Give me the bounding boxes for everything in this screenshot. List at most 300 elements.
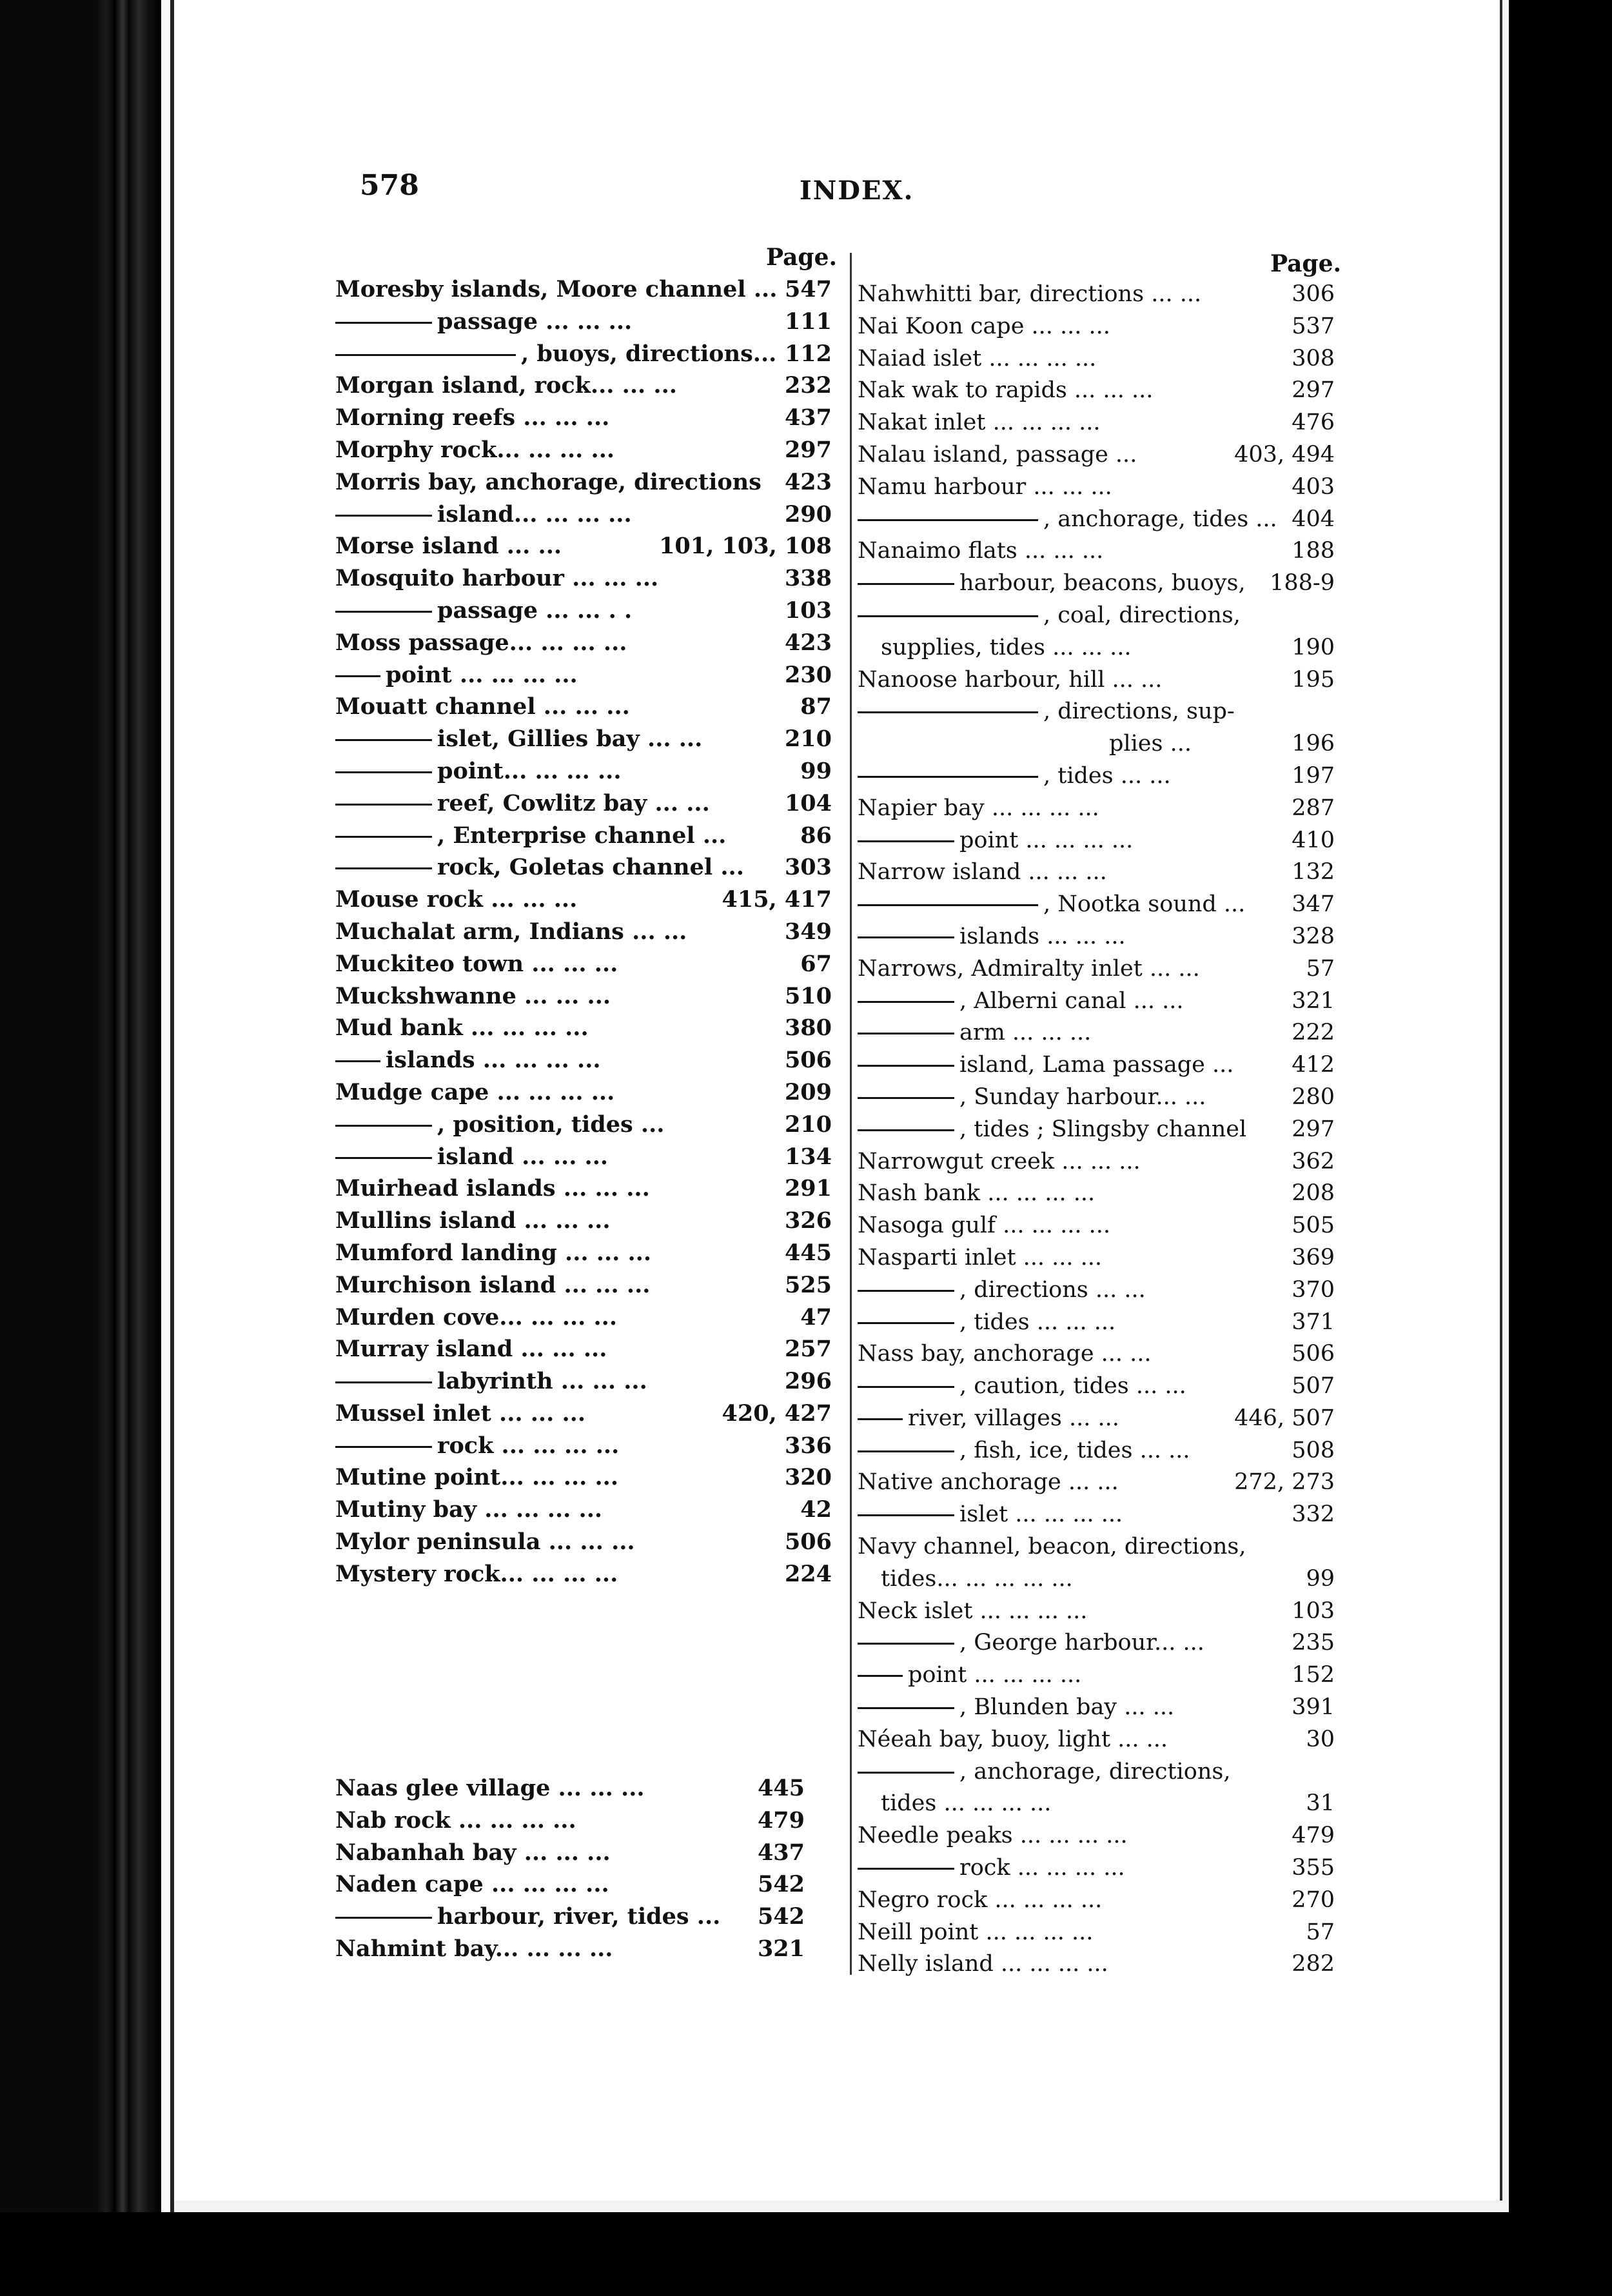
index-entry-name <box>335 1333 607 1365</box>
index-entry-page: 542 <box>757 1871 805 1898</box>
index-entry-text: labyrinth ... ... ... <box>437 1368 647 1395</box>
bottom-page-edge <box>174 2201 1509 2212</box>
index-entry-text: harbour, beacons, buoys, <box>959 570 1246 597</box>
index-entry-name <box>858 1692 1174 1724</box>
ditto-dash <box>858 1386 954 1388</box>
index-entry-name <box>335 659 578 691</box>
ditto-dash <box>858 711 1038 713</box>
index-entry <box>335 691 832 723</box>
index-entry-name <box>858 1627 1204 1659</box>
index-entry-name <box>858 1435 1190 1467</box>
index-entry-page: 506 <box>784 1047 832 1074</box>
index-entry-name <box>858 1114 1246 1146</box>
index-entry-page: 423 <box>784 468 832 495</box>
ditto-dash <box>335 836 432 838</box>
index-entry-page: 87 <box>800 693 832 720</box>
index-entry-page: 369 <box>1292 1244 1335 1271</box>
index-entry <box>335 787 832 820</box>
index-entry-name <box>335 691 630 723</box>
index-entry-name <box>858 1371 1186 1403</box>
index-entry <box>335 338 832 370</box>
index-entry-page: 86 <box>800 822 832 849</box>
index-entry-text: Morphy rock... ... ... ... <box>335 436 615 463</box>
index-entry-text: Morse island ... ... <box>335 533 562 560</box>
index-entry <box>858 1885 1335 1917</box>
index-entry <box>858 311 1335 343</box>
index-entry-name <box>858 439 1137 471</box>
index-entry-text: rock ... ... ... ... <box>437 1432 620 1459</box>
index-entry-text: Mutine point... ... ... ... <box>335 1464 619 1491</box>
index-entry-name <box>335 1837 611 1869</box>
index-entry-text: , Nootka sound ... <box>1043 891 1246 918</box>
index-entry-text: reef, Cowlitz bay ... ... <box>437 789 710 816</box>
index-entry-page: 328 <box>1292 923 1335 949</box>
index-entry-text: point ... ... ... ... <box>959 827 1134 853</box>
ditto-dash <box>858 1129 954 1131</box>
ditto-dash <box>858 1065 954 1067</box>
ditto-dash <box>335 867 432 869</box>
index-entry-name <box>858 1531 1246 1563</box>
index-entry-text: island... ... ... ... <box>437 500 632 528</box>
index-entry <box>858 664 1335 697</box>
index-entry-page: 30 <box>1306 1726 1335 1752</box>
index-entry-name <box>858 856 1107 889</box>
index-entry-page: 132 <box>1292 859 1335 886</box>
index-entry <box>335 659 832 691</box>
index-entry-page: 31 <box>1306 1790 1335 1817</box>
index-entry-text: islands ... ... ... <box>959 923 1126 949</box>
ditto-dash <box>335 771 432 773</box>
index-entry-text: , anchorage, directions, <box>959 1758 1231 1785</box>
index-entry <box>858 793 1335 825</box>
index-entry <box>335 1301 832 1334</box>
index-entry-text: , tides ; Slingsby channel <box>959 1116 1247 1142</box>
index-entry-name <box>858 343 1096 375</box>
index-entry-text: islet ... ... ... ... <box>959 1501 1123 1528</box>
index-entry-page: 190 <box>1292 634 1335 660</box>
index-entry-text: Mylor peninsula ... ... ... <box>335 1529 635 1556</box>
index-entry-text: , tides ... ... <box>1043 762 1171 789</box>
index-entry-name <box>335 1805 576 1837</box>
right-index-column <box>858 279 1335 1981</box>
index-entry <box>335 755 832 787</box>
ditto-dash <box>858 936 954 938</box>
index-entry-name <box>335 755 622 787</box>
index-entry-name <box>858 1467 1119 1499</box>
ditto-dash <box>858 519 1038 521</box>
index-entry <box>858 279 1335 311</box>
index-entry-text: Namu harbour ... ... ... <box>858 473 1112 500</box>
index-entry-name <box>335 1461 618 1494</box>
index-entry-page: 370 <box>1292 1276 1335 1303</box>
index-entry-name <box>858 535 1103 568</box>
index-entry-page: 290 <box>784 500 832 528</box>
index-entry-page: 297 <box>784 436 832 463</box>
ditto-dash <box>335 1157 432 1159</box>
index-entry-text: , anchorage, tides ... <box>1043 506 1277 532</box>
right-scan-border <box>1509 0 1612 2296</box>
index-entry-name <box>335 1526 635 1558</box>
index-entry-page: 230 <box>784 661 832 688</box>
index-entry-name <box>335 1430 619 1462</box>
index-entry-text: Moss passage... ... ... ... <box>335 629 627 656</box>
index-entry-text: , fish, ice, tides ... ... <box>959 1437 1190 1463</box>
index-entry <box>858 343 1335 375</box>
index-entry <box>335 1044 832 1076</box>
index-entry-name <box>858 985 1184 1018</box>
index-entry-page: 103 <box>1292 1598 1335 1624</box>
ditto-dash <box>335 1917 432 1919</box>
index-entry-text: Mouse rock ... ... ... <box>335 886 578 913</box>
index-entry <box>858 1788 1335 1820</box>
index-entry <box>858 953 1335 985</box>
index-entry-name <box>858 1499 1123 1531</box>
index-entry-name <box>335 466 762 499</box>
index-entry-name <box>335 1772 645 1805</box>
index-entry-page: 505 <box>1292 1212 1335 1239</box>
bottom-scan-border <box>0 2212 1612 2296</box>
index-entry-name <box>858 696 1235 728</box>
index-entry <box>858 1596 1335 1628</box>
index-entry <box>335 723 832 755</box>
index-entry-page: 210 <box>784 1111 832 1138</box>
index-entry-name <box>335 562 658 595</box>
ditto-dash <box>858 1033 954 1034</box>
index-entry <box>858 728 1335 760</box>
ditto-dash <box>858 1097 954 1099</box>
index-entry-text: Mumford landing ... ... ... <box>335 1239 652 1266</box>
ditto-dash <box>335 1446 432 1448</box>
index-entry-name <box>858 279 1201 311</box>
index-entry-text: Narrowgut creek ... ... ... <box>858 1148 1141 1174</box>
index-entry-text: Morgan island, rock... ... ... <box>335 372 677 399</box>
index-entry <box>335 1141 832 1173</box>
index-entry-page: 349 <box>784 918 832 945</box>
index-entry <box>858 1049 1335 1082</box>
index-entry-name <box>858 1307 1116 1339</box>
index-entry-name <box>335 948 618 980</box>
index-entry-page: 197 <box>1292 762 1335 789</box>
index-entry-text: Neck islet ... ... ... ... <box>858 1598 1088 1624</box>
index-entry-page: 188 <box>1292 538 1335 564</box>
index-entry <box>335 1558 832 1590</box>
index-entry <box>335 1269 832 1301</box>
index-entry <box>335 851 832 884</box>
ditto-dash <box>858 1772 954 1774</box>
index-entry-name <box>858 311 1110 343</box>
index-entry <box>858 1563 1335 1596</box>
index-entry-text: rock ... ... ... ... <box>959 1855 1125 1881</box>
ditto-dash <box>335 515 432 517</box>
index-entry <box>858 1627 1335 1659</box>
index-entry-text: Needle peaks ... ... ... ... <box>858 1823 1128 1849</box>
index-entry-text: Nahwhitti bar, directions ... ... <box>858 281 1202 307</box>
index-entry-name <box>335 1109 664 1141</box>
index-entry-text: Nai Koon cape ... ... ... <box>858 313 1110 339</box>
ditto-dash <box>335 611 432 613</box>
ditto-dash <box>858 1450 954 1452</box>
ditto-dash <box>335 1060 380 1062</box>
index-entry <box>858 568 1335 600</box>
index-entry <box>858 1531 1335 1563</box>
index-entry <box>335 1430 832 1462</box>
index-entry <box>335 434 832 466</box>
index-entry <box>335 1868 805 1901</box>
index-entry <box>858 1948 1335 1981</box>
index-entry-page: 270 <box>1292 1886 1335 1913</box>
index-entry-text: Naas glee village ... ... ... <box>335 1775 645 1801</box>
book-spine-shadow <box>0 0 161 2296</box>
index-entry <box>335 1205 832 1237</box>
index-entry-text: Nabanhah bay ... ... ... <box>335 1839 611 1866</box>
index-entry <box>335 1012 832 1044</box>
index-entry-page: 104 <box>784 789 832 816</box>
index-entry <box>858 1917 1335 1949</box>
index-entry-name <box>335 1044 601 1076</box>
index-entry-page: 476 <box>1292 410 1335 436</box>
index-entry <box>335 1805 805 1837</box>
index-entry-text: Nasoga gulf ... ... ... ... <box>858 1212 1111 1239</box>
ditto-dash <box>858 840 954 842</box>
index-entry-page: 47 <box>800 1303 832 1331</box>
index-entry-name <box>858 1017 1091 1049</box>
index-entry-page: 320 <box>784 1464 832 1491</box>
index-entry-page: 542 <box>757 1903 805 1930</box>
column-divider <box>850 253 852 1975</box>
index-entry-text: , George harbour... ... <box>959 1630 1204 1656</box>
index-entry-name <box>858 1885 1102 1917</box>
index-entry-text: passage ... ... . . <box>437 597 633 624</box>
index-entry-page: 282 <box>1292 1951 1335 1977</box>
index-entry-page: 506 <box>1292 1341 1335 1367</box>
index-entry-name <box>858 728 1192 760</box>
index-entry-page: 272, 273 <box>1234 1469 1335 1496</box>
index-entry-page: 210 <box>784 726 832 753</box>
index-entry-text: , Blunden bay ... ... <box>959 1694 1175 1721</box>
index-entry-text: Mud bank ... ... ... ... <box>335 1014 589 1042</box>
index-entry-page: 326 <box>784 1207 832 1234</box>
index-entry-page: 103 <box>784 597 832 624</box>
index-entry-name <box>335 1269 650 1301</box>
index-entry <box>335 1173 832 1205</box>
index-entry-page: 99 <box>800 757 832 784</box>
index-entry-page: 537 <box>1292 313 1335 339</box>
index-entry-name <box>858 793 1099 825</box>
index-entry <box>858 856 1335 889</box>
index-entry-name <box>858 1403 1119 1435</box>
ditto-dash <box>858 1707 954 1709</box>
index-entry-page: 42 <box>800 1496 832 1523</box>
ditto-dash <box>335 739 432 741</box>
index-entry <box>335 1461 832 1494</box>
ditto-dash <box>858 776 1038 778</box>
index-entry-name <box>335 820 726 852</box>
index-entry <box>858 1274 1335 1307</box>
index-entry-page: 525 <box>784 1271 832 1298</box>
index-entry-page: 391 <box>1292 1694 1335 1721</box>
index-entry <box>335 530 832 562</box>
index-entry-name <box>335 1868 609 1901</box>
index-entry <box>858 1467 1335 1499</box>
index-entry <box>335 884 832 916</box>
index-entry-text: Murray island ... ... ... <box>335 1336 607 1363</box>
index-entry-text: Nanaimo flats ... ... ... <box>858 538 1104 564</box>
index-entry-name <box>335 787 710 820</box>
index-entry <box>858 1371 1335 1403</box>
index-entry <box>858 696 1335 728</box>
index-entry-name <box>858 1210 1110 1242</box>
index-entry-name <box>858 664 1162 697</box>
index-entry-text: Naden cape ... ... ... ... <box>335 1871 609 1898</box>
index-entry-name <box>335 530 562 562</box>
index-entry <box>335 273 832 306</box>
index-entry-page: 224 <box>784 1560 832 1587</box>
index-entry-page: 152 <box>1292 1662 1335 1688</box>
index-entry <box>335 1365 832 1398</box>
index-entry <box>858 921 1335 953</box>
index-entry-page: 287 <box>1292 795 1335 821</box>
index-entry <box>335 1772 805 1805</box>
index-entry-text: supplies, tides ... ... ... <box>881 634 1132 660</box>
index-entry-name <box>858 1756 1230 1788</box>
index-entry-text: Néeah bay, buoy, light ... ... <box>858 1726 1168 1752</box>
index-entry-name <box>335 980 611 1013</box>
index-entry-text: Nalau island, passage ... <box>858 441 1137 468</box>
index-entry-page: 297 <box>1292 377 1335 404</box>
index-entry-text: Nanoose harbour, hill ... ... <box>858 666 1163 693</box>
index-entry-name <box>335 338 776 370</box>
index-entry-text: passage ... ... ... <box>437 308 633 335</box>
ditto-dash <box>335 322 432 324</box>
index-entry-page: 404 <box>1292 506 1335 532</box>
index-entry-name <box>335 1494 602 1526</box>
index-entry-text: Mudge cape ... ... ... ... <box>335 1078 615 1105</box>
index-entry-page: 67 <box>800 950 832 977</box>
index-entry-name <box>858 1852 1125 1885</box>
index-entry-page: 134 <box>784 1143 832 1170</box>
index-entry-name <box>858 504 1277 536</box>
index-entry-page: 308 <box>1292 345 1335 371</box>
index-entry-text: Morris bay, anchorage, directions <box>335 468 762 495</box>
index-entry-name <box>858 471 1112 504</box>
index-entry <box>858 1852 1335 1885</box>
index-entry-name <box>335 1205 611 1237</box>
index-entry-text: , Sunday harbour... ... <box>959 1084 1206 1110</box>
ditto-dash <box>335 1381 432 1383</box>
index-entry <box>335 595 832 627</box>
index-entry-page: 306 <box>1292 281 1335 307</box>
index-entry <box>335 1333 832 1365</box>
ditto-dash <box>858 1514 954 1516</box>
index-entry <box>858 760 1335 793</box>
ditto-dash <box>858 583 954 585</box>
index-entry <box>335 1901 805 1933</box>
index-entry-name <box>858 1146 1141 1178</box>
ditto-dash <box>335 675 380 677</box>
index-entry <box>858 535 1335 568</box>
index-entry-page: 232 <box>784 372 832 399</box>
index-entry-text: , buoys, directions... <box>521 340 777 367</box>
ditto-dash <box>858 1675 903 1677</box>
index-entry-name <box>335 306 632 338</box>
index-entry-text: tides ... ... ... ... <box>881 1790 1052 1817</box>
index-entry-text: river, villages ... ... <box>908 1405 1119 1431</box>
index-entry <box>858 1820 1335 1852</box>
index-entry-name <box>858 1242 1102 1274</box>
index-entry-name <box>858 1274 1146 1307</box>
index-entry <box>858 1242 1335 1274</box>
index-entry-name <box>335 1141 608 1173</box>
index-entry <box>335 948 832 980</box>
index-entry-text: arm ... ... ... <box>959 1020 1092 1046</box>
index-entry <box>858 375 1335 407</box>
index-entry-page: 336 <box>784 1432 832 1459</box>
index-entry-name <box>858 825 1133 857</box>
index-entry-name <box>335 402 609 434</box>
index-entry-text: Nash bank ... ... ... ... <box>858 1180 1096 1207</box>
index-entry-text: Moresby islands, Moore channel ... <box>335 276 778 302</box>
index-entry-page: 296 <box>784 1368 832 1395</box>
index-entry-text: Nahmint bay... ... ... ... <box>335 1935 613 1962</box>
index-entry-page: 446, 507 <box>1234 1405 1335 1431</box>
index-entry-name <box>858 375 1153 407</box>
index-entry-text: Mullins island ... ... ... <box>335 1207 611 1234</box>
index-entry-text: Murchison island ... ... ... <box>335 1271 651 1298</box>
index-entry-text: tides... ... ... ... ... <box>881 1565 1073 1592</box>
index-entry <box>335 466 832 499</box>
index-entry <box>858 1435 1335 1467</box>
ditto-dash <box>858 1868 954 1870</box>
index-entry-page: 415, 417 <box>722 886 832 913</box>
index-entry-text: Mussel inlet ... ... ... <box>335 1400 586 1427</box>
index-entry <box>335 1109 832 1141</box>
index-entry-name <box>335 1012 589 1044</box>
index-entry <box>858 600 1335 632</box>
index-entry-page: 420, 427 <box>722 1400 832 1427</box>
index-entry-text: , Enterprise channel ... <box>437 822 727 849</box>
index-entry <box>858 407 1335 439</box>
index-entry <box>858 1756 1335 1788</box>
index-entry-name <box>335 1398 585 1430</box>
index-entry-text: island, Lama passage ... <box>959 1052 1234 1078</box>
index-entry-text: harbour, river, tides ... <box>437 1903 721 1930</box>
index-entry <box>858 1146 1335 1178</box>
index-entry-text: Murden cove... ... ... ... <box>335 1303 618 1331</box>
index-entry-name <box>858 760 1171 793</box>
index-entry-name <box>335 370 677 402</box>
index-entry-name <box>858 1820 1128 1852</box>
index-entry-text: Negro rock ... ... ... ... <box>858 1886 1103 1913</box>
index-entry <box>858 1082 1335 1114</box>
index-entry-text: Napier bay ... ... ... ... <box>858 795 1099 821</box>
index-entry-name <box>335 723 702 755</box>
index-entry-text: Mutiny bay ... ... ... ... <box>335 1496 603 1523</box>
index-entry-text: point ... ... ... ... <box>908 1662 1082 1688</box>
index-entry-page: 423 <box>784 629 832 656</box>
index-entry-text: island ... ... ... <box>437 1143 609 1170</box>
index-entry <box>858 1403 1335 1435</box>
index-entry <box>335 1494 832 1526</box>
index-entry-page: 437 <box>757 1839 805 1866</box>
index-entry-name <box>858 1659 1081 1692</box>
index-entry-text: Nak wak to rapids ... ... ... <box>858 377 1154 404</box>
index-entry <box>858 1724 1335 1756</box>
index-entry-text: Neill point ... ... ... ... <box>858 1919 1094 1945</box>
index-entry-text: Muchalat arm, Indians ... ... <box>335 918 687 945</box>
index-entry-page: 403 <box>1292 473 1335 500</box>
index-entry <box>858 1114 1335 1146</box>
index-entry <box>858 1307 1335 1339</box>
